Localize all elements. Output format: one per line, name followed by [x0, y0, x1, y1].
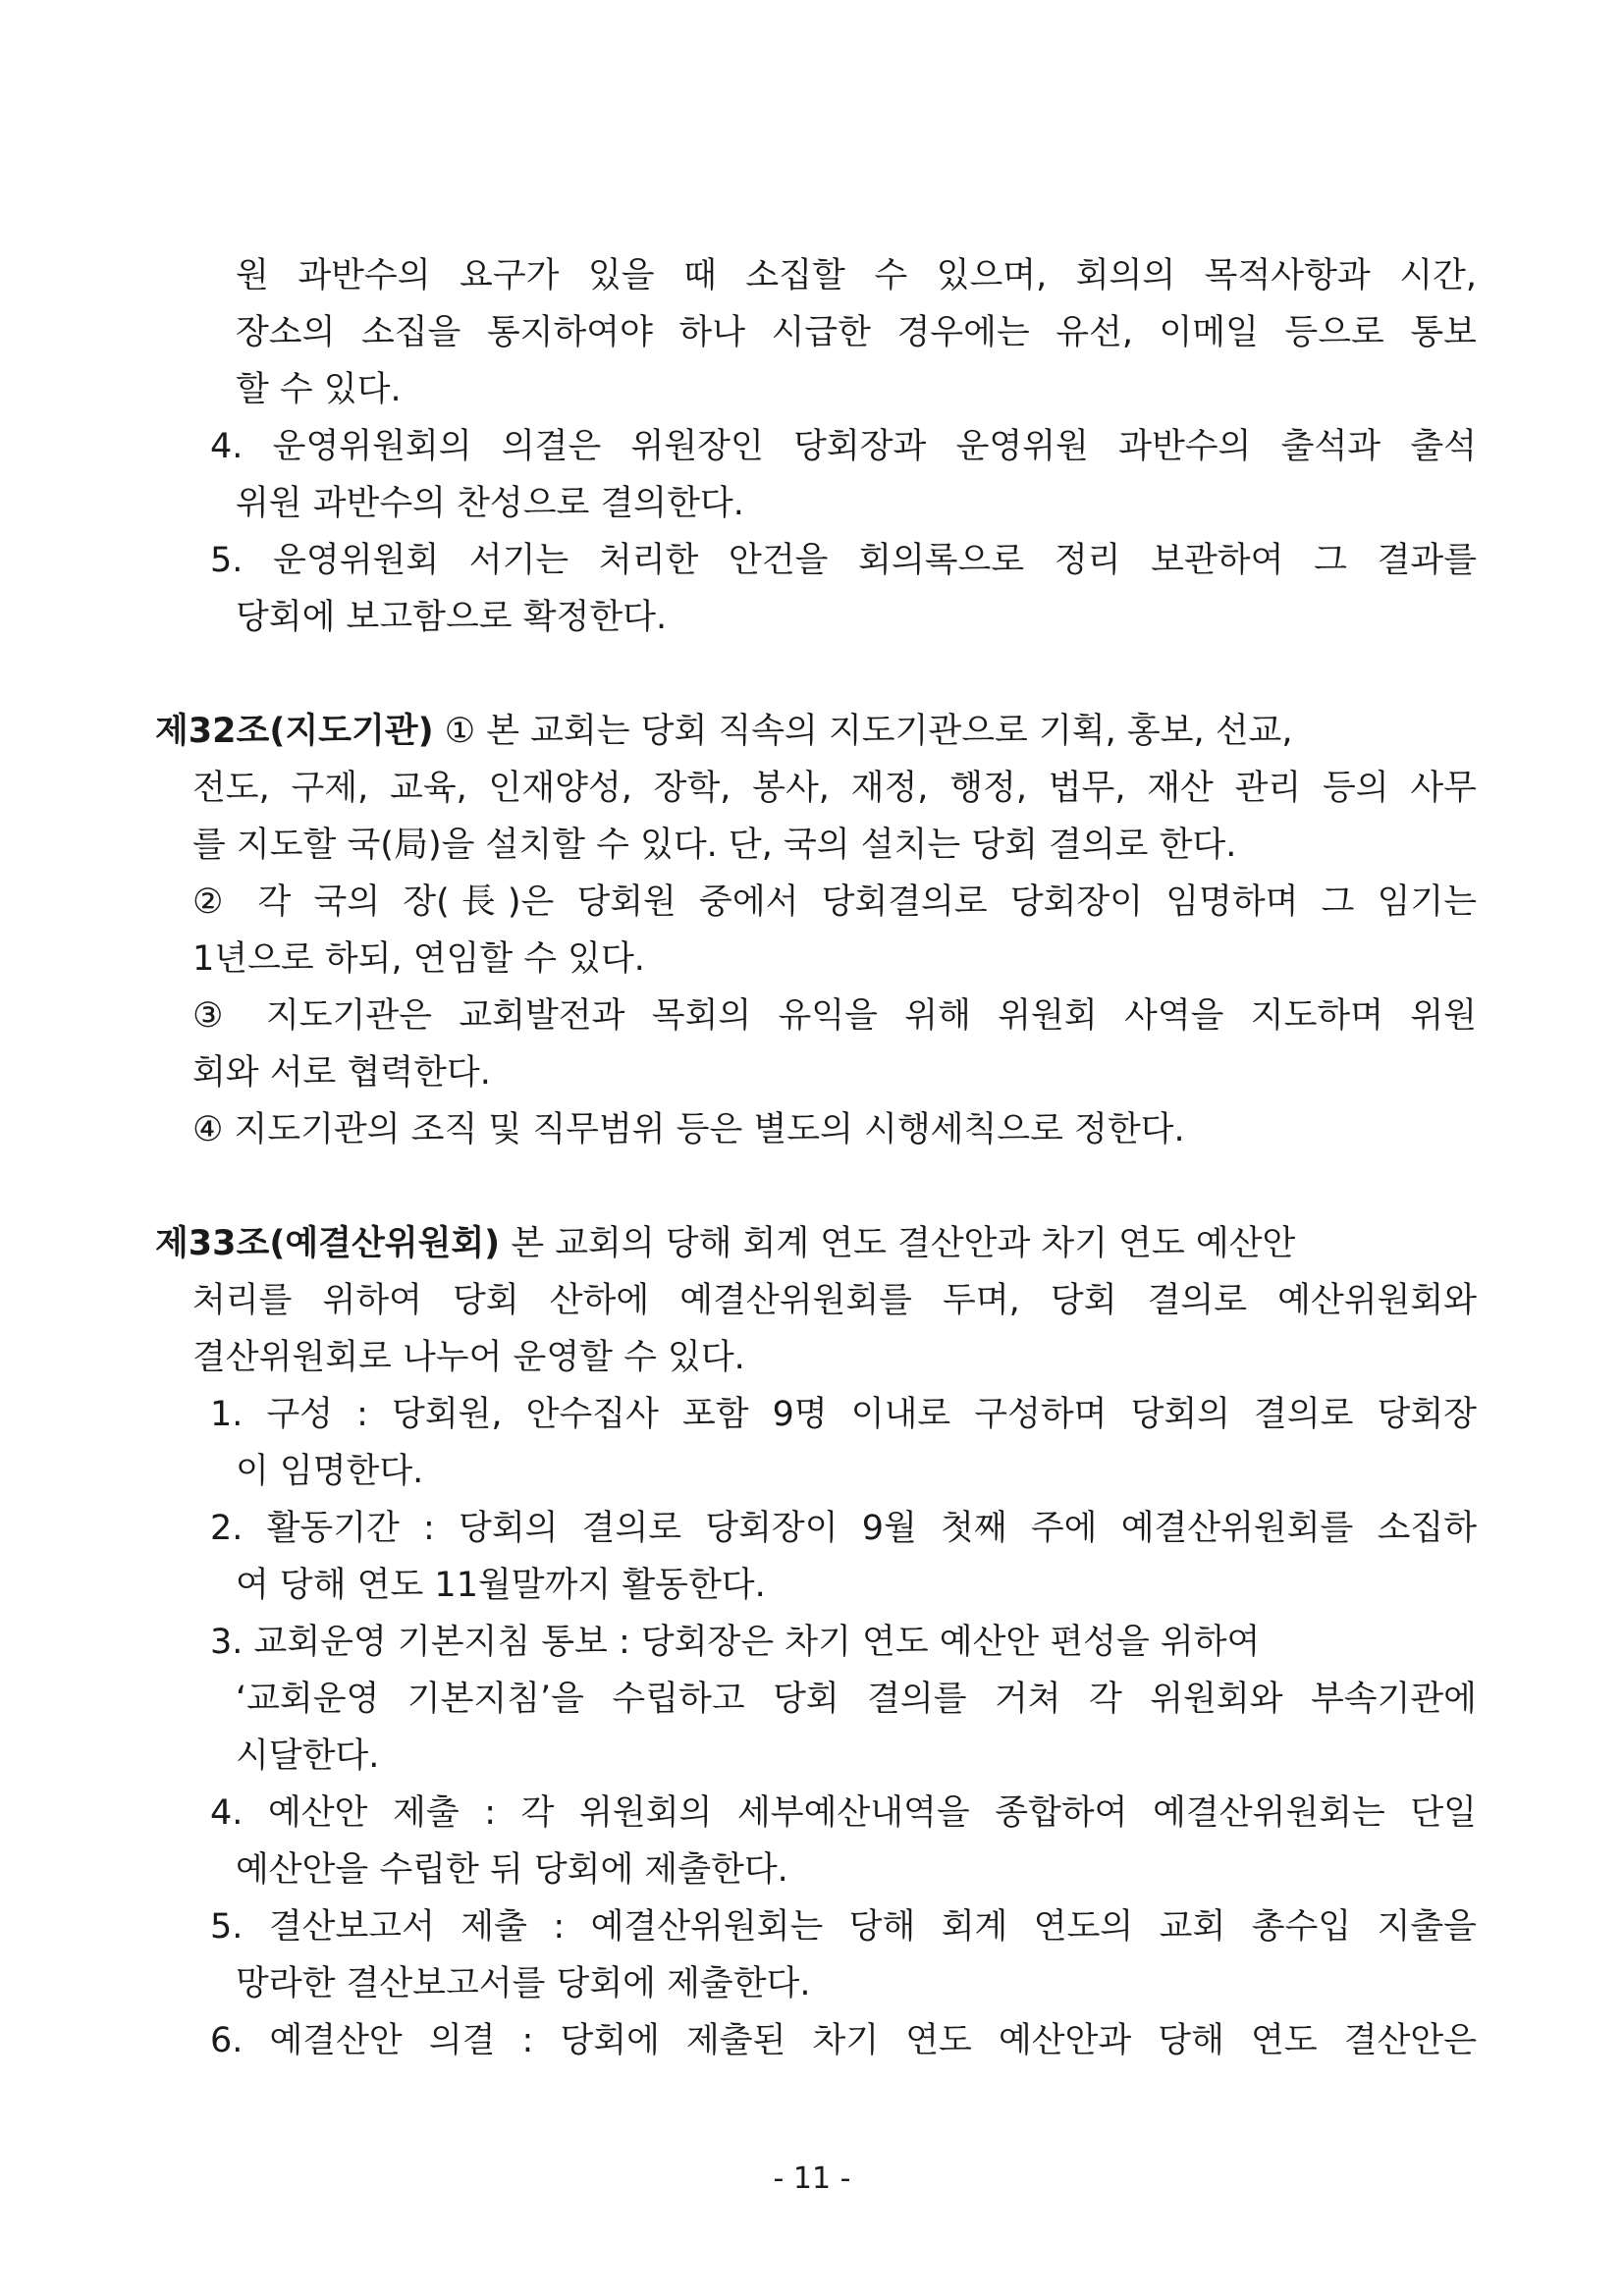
list-item-4: 4. 예산안 제출 : 각 위원회의 세부예산내역을 종합하여 예결산위원회는 단일 — [210, 1793, 1477, 1833]
paragraph-line: 회와 서로 협력한다. — [192, 1053, 491, 1093]
article-33-text: 본 교회의 당해 회계 연도 결산안과 차기 연도 예산안 — [500, 1224, 1296, 1263]
list-item-5-cont: 당회에 보고함으로 확정한다. — [236, 598, 668, 637]
paragraph-line: 할 수 있다. — [236, 370, 402, 409]
paragraph-line: 처리를 위하여 당회 산하에 예결산위원회를 두며, 당회 결의로 예산위원회와 — [192, 1281, 1477, 1320]
paragraph-line: 를 지도할 국(局)을 설치할 수 있다. 단, 국의 설치는 당회 결의로 한다. — [192, 826, 1237, 865]
clause-3: ③ 지도기관은 교회발전과 목회의 유익을 위해 위원회 사역을 지도하며 위원 — [192, 996, 1477, 1036]
list-item-2: 2. 활동기간 : 당회의 결의로 당회장이 9월 첫째 주에 예결산위원회를 소집하 — [210, 1509, 1477, 1548]
list-item-4-cont: 위원 과반수의 찬성으로 결의한다. — [236, 484, 744, 523]
list-item-6: 6. 예결산안 의결 : 당회에 제출된 차기 연도 예산안과 당해 연도 결산안은 — [210, 2021, 1477, 2060]
list-item-5-cont: 망라한 결산보고서를 당회에 제출한다. — [236, 1964, 811, 2003]
paragraph-line: 전도, 구제, 교육, 인재양성, 장학, 봉사, 재정, 행정, 법무, 재산 관리 등의 사무 — [192, 769, 1477, 808]
article-33-first-line — [155, 1221, 1295, 1266]
list-item-5: 5. 운영위원회 서기는 처리한 안건을 회의록으로 정리 보관하여 그 결과를 — [210, 541, 1477, 580]
clause-4: ④ 지도기관의 조직 및 직무범위 등은 별도의 시행세칙으로 정한다. — [192, 1110, 1185, 1149]
list-item-3: 3. 교회운영 기본지침 통보 : 당회장은 차기 연도 예산안 편성을 위하여 — [210, 1623, 1261, 1662]
list-item-2-cont: 여 당해 연도 11월말까지 활동한다. — [236, 1566, 766, 1605]
paragraph-line: 결산위원회로 나누어 운영할 수 있다. — [192, 1338, 745, 1377]
paragraph-line: 장소의 소집을 통지하여야 하나 시급한 경우에는 유선, 이메일 등으로 통보 — [236, 313, 1477, 352]
article-32-first-line — [155, 709, 1292, 754]
list-item-4-cont: 예산안을 수립한 뒤 당회에 제출한다. — [236, 1850, 788, 1890]
list-item-3-cont: ‘교회운영 기본지침’을 수립하고 당회 결의를 거쳐 각 위원회와 부속기관에 — [236, 1680, 1477, 1719]
article-32-heading: 제32조(지도기관) — [155, 712, 434, 751]
article-33-heading: 제33조(예결산위원회) — [155, 1224, 501, 1263]
paragraph-line: 원 과반수의 요구가 있을 때 소집할 수 있으며, 회의의 목적사항과 시간, — [236, 256, 1477, 295]
list-item-3-cont: 시달한다. — [236, 1736, 380, 1776]
list-item-1-cont: 이 임명한다. — [236, 1452, 424, 1491]
article-32-text: ① 본 교회는 당회 직속의 지도기관으로 기획, 홍보, 선교, — [433, 712, 1293, 751]
clause-2: ② 각 국의 장(長)은 당회원 중에서 당회결의로 당회장이 임명하며 그 임기는 — [192, 882, 1477, 922]
page-number: - 11 - — [773, 2162, 851, 2196]
paragraph-line: 1년으로 하되, 연임할 수 있다. — [192, 939, 645, 979]
list-item-5: 5. 결산보고서 제출 : 예결산위원회는 당해 회계 연도의 교회 총수입 지출을 — [210, 1907, 1477, 1947]
list-item-4: 4. 운영위원회의 의결은 위원장인 당회장과 운영위원 과반수의 출석과 출석 — [210, 427, 1477, 466]
list-item-1: 1. 구성 : 당회원, 안수집사 포함 9명 이내로 구성하며 당회의 결의로 당회장 — [210, 1395, 1477, 1434]
